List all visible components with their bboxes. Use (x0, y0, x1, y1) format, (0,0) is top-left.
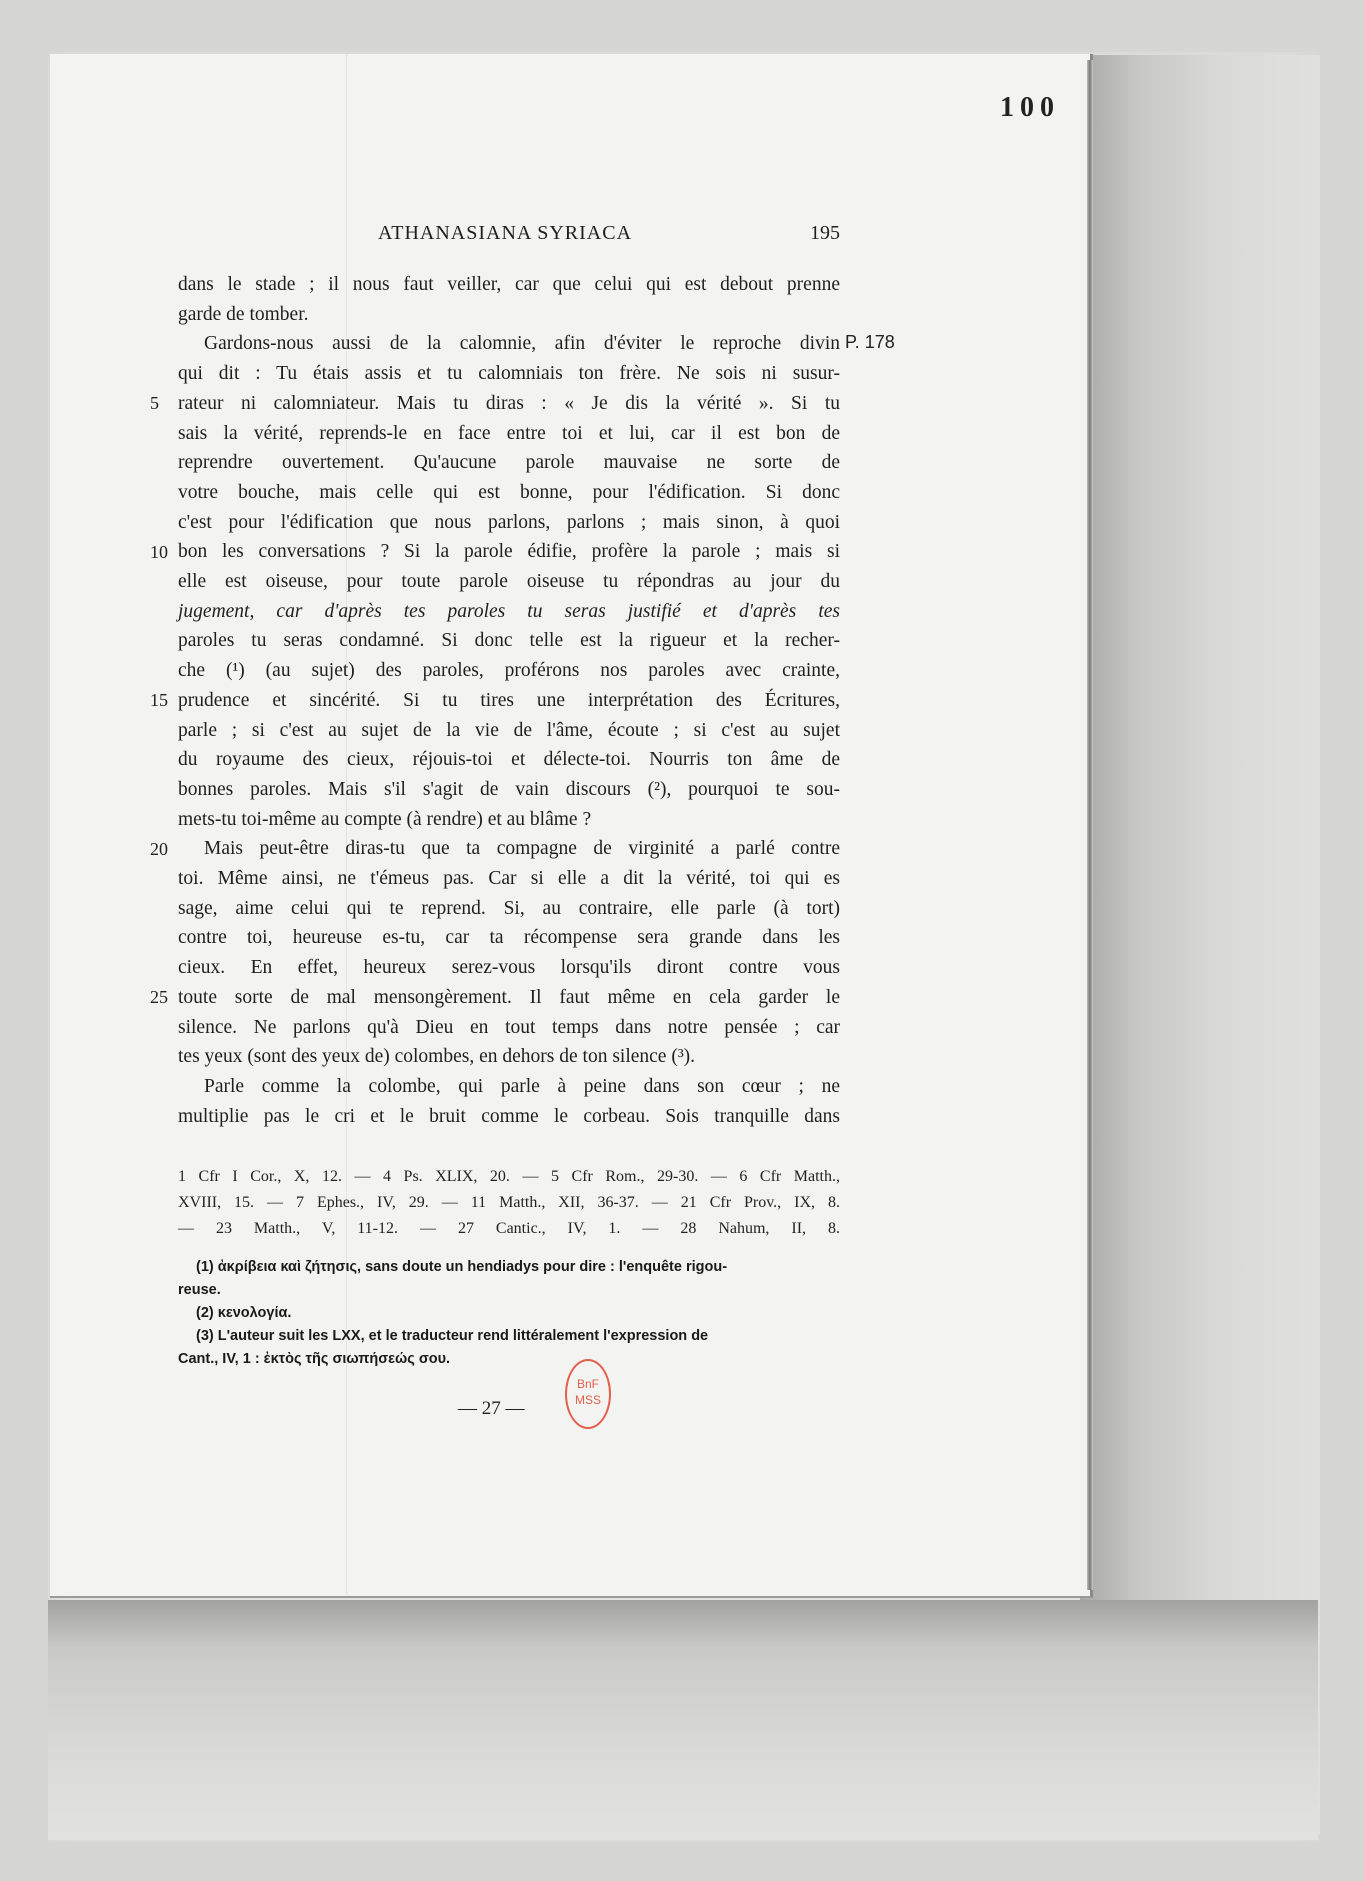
text-line: jugement, car d'après tes paroles tu seras justifié et d'après tes (178, 600, 840, 622)
stamp-text: BnF (576, 1377, 599, 1391)
text-line: multiplie pas le cri et le bruit comme le corbeau. Sois tranquille dans (178, 1105, 840, 1127)
margin-reference: P. 178 (845, 332, 895, 352)
text-line: bonnes paroles. Mais s'il s'agit de vain discours (²), pourquoi te sou- (178, 778, 840, 800)
reference-line: — 23 Matth., V, 11-12. — 27 Cantic., IV, 1. — 28 Nahum, II, 8. (178, 1220, 840, 1237)
footnote-line: (1) ἀκρίβεια καὶ ζήτησις, sans doute un hendiadys pour dire : l'enquête rigou- (196, 1259, 728, 1275)
page-edge (1087, 60, 1093, 1590)
running-title: ATHANASIANA SYRIACA (378, 222, 633, 244)
text-line: che (¹) (au sujet) des paroles, proférons nos paroles avec crainte, (178, 660, 840, 682)
text-line: reprendre ouvertement. Qu'aucune parole mauvaise ne sorte de (178, 452, 840, 474)
text-line: votre bouche, mais celle qui est bonne, pour l'édification. Si donc (178, 481, 840, 503)
scan-shadow-right (1080, 55, 1320, 1835)
footnote-line: reuse. (178, 1282, 221, 1298)
library-stamp (565, 1359, 611, 1429)
line-number: 25 (150, 987, 168, 1007)
page-number: 195 (810, 222, 840, 244)
text-line: contre toi, heureuse es-tu, car ta récompense sera grande dans les (178, 927, 840, 949)
text-line: bon les conversations ? Si la parole édifie, profère la parole ; mais si (178, 541, 840, 563)
footnotes (178, 1256, 840, 1371)
reference-line: 1 Cfr I Cor., X, 12. — 4 Ps. XLIX, 20. — 5 Cfr Rom., 29-30. — 6 Cfr Matth., (178, 1168, 840, 1185)
body-text (178, 270, 840, 1131)
scan-shadow-bottom (48, 1600, 1318, 1840)
text-line: toute sorte de mal mensongèrement. Il faut même en cela garder le (178, 986, 840, 1008)
footnote-line: (2) κενολογία. (196, 1305, 292, 1321)
footnote-line: (3) L'auteur suit les LXX, et le traducteur rend littéralement l'expression de (196, 1328, 709, 1344)
archive-number: 100 (1000, 92, 1060, 123)
text-line: rateur ni calomniateur. Mais tu diras : « Je dis la vérité ». Si tu (178, 392, 840, 414)
running-head (178, 222, 840, 252)
text-line: prudence et sincérité. Si tu tires une interprétation des Écritures, (178, 689, 840, 711)
stamp-text: MSS (574, 1393, 601, 1407)
text-line: parle ; si c'est au sujet de la vie de l'âme, écoute ; si c'est au sujet (178, 719, 840, 741)
line-number: 5 (150, 393, 159, 413)
line-number: 20 (150, 839, 168, 859)
text-line: dans le stade ; il nous faut veiller, car que celui qui est debout prenne (178, 274, 840, 295)
text-line: du royaume des cieux, réjouis-toi et délecte-toi. Nourris ton âme de (178, 749, 840, 771)
text-line: mets-tu toi-même au compte (à rendre) et au blâme ? (178, 808, 592, 830)
text-line: c'est pour l'édification que nous parlons, parlons ; mais sinon, à quoi (178, 511, 840, 533)
text-line: elle est oiseuse, pour toute parole oiseuse tu répondras au jour du (178, 571, 840, 593)
text-line: sais la vérité, reprends-le en face entre toi et lui, car il est bon de (178, 422, 840, 444)
line-number: 10 (150, 542, 168, 562)
line-number: 15 (150, 690, 168, 710)
text-line: garde de tomber. (178, 303, 309, 325)
reference-line: XVIII, 15. — 7 Ephes., IV, 29. — 11 Matth., XII, 36-37. — 21 Cfr Prov., IX, 8. (178, 1194, 840, 1211)
footnote-line: Cant., IV, 1 : ἐκτὸς τῆς σιωπήσεώς σου. (178, 1351, 451, 1367)
text-line: Gardons-nous aussi de la calomnie, afin d'éviter le reproche divin (204, 333, 840, 355)
text-line: Parle comme la colombe, qui parle à peine dans son cœur ; ne (204, 1075, 840, 1097)
folio-number: — 27 — (458, 1398, 525, 1419)
scripture-references (178, 1164, 840, 1242)
text-line: tes yeux (sont des yeux de) colombes, en dehors de ton silence (³). (178, 1046, 696, 1068)
text-line: qui dit : Tu étais assis et tu calomniais ton frère. Ne sois ni susur- (178, 363, 840, 385)
text-line: Mais peut-être diras-tu que ta compagne de virginité a parlé contre (204, 838, 840, 860)
text-line: cieux. En effet, heureux serez-vous lorsqu'ils diront contre vous (178, 957, 840, 979)
text-line: silence. Ne parlons qu'à Dieu en tout temps dans notre pensée ; car (178, 1016, 840, 1038)
text-line: toi. Même ainsi, ne t'émeus pas. Car si elle a dit la vérité, toi qui es (178, 868, 840, 890)
text-line: sage, aime celui qui te reprend. Si, au contraire, elle parle (à tort) (178, 897, 840, 919)
text-line: paroles tu seras condamné. Si donc telle est la rigueur et la recher- (178, 630, 840, 652)
